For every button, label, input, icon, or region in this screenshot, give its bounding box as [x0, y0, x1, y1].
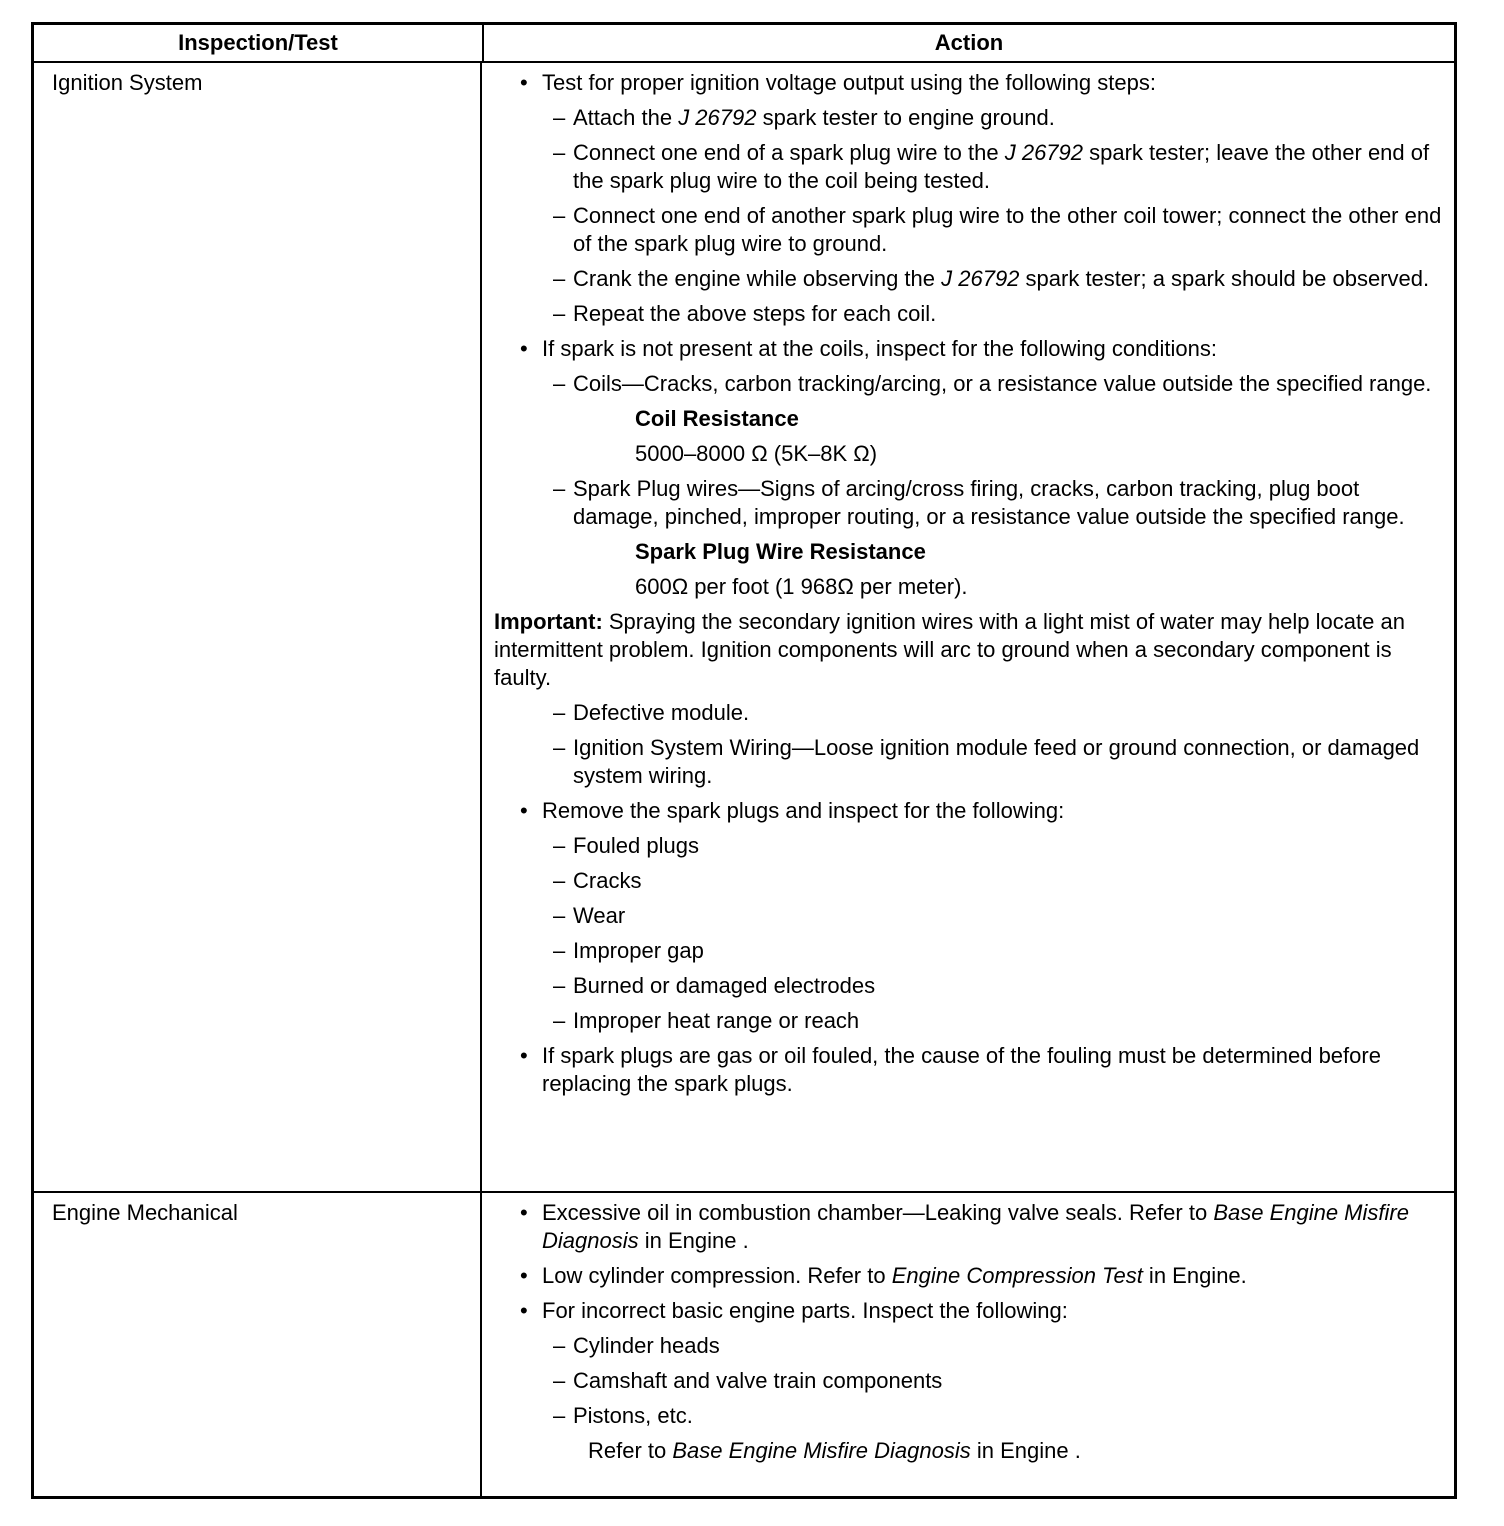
dash-icon: –: [553, 973, 566, 998]
list-item: – Camshaft and valve train components: [553, 1368, 943, 1393]
doc-reference: Base Engine Misfire Diagnosis: [542, 1200, 1409, 1253]
dash-icon: –: [553, 903, 566, 928]
doc-reference: Engine Compression Test: [891, 1263, 1143, 1288]
list-item: – Connect one end of another spark plug wire to the other coil tower; connect the other end of the spark plug wire to ground.: [553, 203, 1442, 256]
spec-title-wire: Spark Plug Wire Resistance: [635, 539, 926, 564]
action-cell-ignition: [482, 63, 1454, 1191]
list-item: – Cylinder heads: [553, 1333, 720, 1358]
bullet-icon: •: [520, 70, 528, 95]
tool-reference: J 26792: [678, 105, 757, 130]
tool-reference: J 26792: [941, 266, 1020, 291]
spec-value-wire: 600Ω per foot (1 968Ω per meter).: [635, 574, 968, 599]
list-item: • If spark plugs are gas or oil fouled, the cause of the fouling must be determined before replacing the spark plugs.: [520, 1043, 1381, 1096]
action-cell-engine: [482, 1193, 1454, 1496]
dash-icon: –: [553, 203, 566, 228]
bullet-icon: •: [520, 798, 528, 823]
dash-icon: –: [553, 266, 566, 291]
tool-reference: J 26792: [1004, 140, 1084, 165]
doc-reference: Base Engine Misfire Diagnosis: [672, 1438, 971, 1463]
dash-icon: –: [553, 1368, 566, 1393]
dash-icon: –: [553, 140, 566, 165]
important-note: Important: Spraying the secondary ignition wires with a light mist of water may help locate an intermittent problem. Ignition components will arc to ground when a secondary component is faulty.: [494, 609, 1405, 690]
dash-icon: –: [553, 700, 566, 725]
column-header-inspection: Inspection/Test: [34, 25, 484, 61]
dash-icon: –: [553, 938, 566, 963]
dash-icon: –: [553, 1333, 566, 1358]
dash-icon: –: [553, 735, 566, 760]
list-item: – Coils—Cracks, carbon tracking/arcing, or a resistance value outside the specified range.: [553, 371, 1432, 396]
column-header-action: Action: [934, 30, 1004, 55]
row-label-engine: Engine Mechanical: [34, 1193, 482, 1496]
dash-icon: –: [553, 868, 566, 893]
list-item: • For incorrect basic engine parts. Inspect the following:: [520, 1298, 1068, 1323]
list-item: – Defective module.: [553, 700, 750, 725]
list-item: • Remove the spark plugs and inspect for the following:: [520, 798, 1065, 823]
dash-icon: –: [553, 371, 566, 396]
bullet-icon: •: [520, 336, 528, 361]
list-item: – Cracks: [553, 868, 642, 893]
list-item: – Attach the J 26792 spark tester to engine ground.: [553, 105, 1055, 130]
list-item: – Improper gap: [553, 938, 704, 963]
list-item: – Improper heat range or reach: [553, 1008, 860, 1033]
bullet-icon: •: [520, 1298, 528, 1323]
bullet-icon: •: [520, 1200, 528, 1225]
table-header: [34, 25, 1454, 63]
list-item: – Spark Plug wires—Signs of arcing/cross firing, cracks, carbon tracking, plug boot damage, pinched, improper routing, or a resistance value outside the specified range.: [553, 476, 1405, 529]
dash-icon: –: [553, 476, 566, 501]
dash-icon: –: [553, 833, 566, 858]
dash-icon: –: [553, 1403, 566, 1428]
list-item: – Ignition System Wiring—Loose ignition module feed or ground connection, or damaged system wiring.: [553, 735, 1420, 788]
list-item: – Crank the engine while observing the J 26792 spark tester; a spark should be observed.: [553, 266, 1430, 291]
dash-icon: –: [553, 301, 566, 326]
important-label: Important:: [494, 609, 603, 634]
bullet-icon: •: [520, 1263, 528, 1288]
list-item: – Fouled plugs: [553, 833, 699, 858]
dash-icon: –: [553, 1008, 566, 1033]
refer-note: Refer to Base Engine Misfire Diagnosis in Engine .: [588, 1438, 1081, 1463]
list-item: – Pistons, etc.: [553, 1403, 693, 1428]
dash-icon: –: [553, 105, 566, 130]
bullet-icon: •: [520, 1043, 528, 1068]
list-item: • Low cylinder compression. Refer to Engine Compression Test in Engine.: [520, 1263, 1247, 1288]
list-item: • If spark is not present at the coils, inspect for the following conditions:: [520, 336, 1218, 361]
table-row-engine: [34, 1193, 1454, 1496]
list-item: – Wear: [553, 903, 626, 928]
spec-title-coil: Coil Resistance: [635, 406, 799, 431]
table-row-ignition: [34, 63, 1454, 1193]
list-item: – Repeat the above steps for each coil.: [553, 301, 937, 326]
list-item: – Burned or damaged electrodes: [553, 973, 876, 998]
diagnosis-table: [31, 22, 1457, 1499]
list-item: – Connect one end of a spark plug wire to the J 26792 spark tester; leave the other end of the spark plug wire to the coil being tested.: [553, 140, 1430, 193]
list-item: • Test for proper ignition voltage output using the following steps:: [520, 70, 1156, 95]
row-label-ignition: Ignition System: [34, 63, 482, 1191]
list-item: • Excessive oil in combustion chamber—Leaking valve seals. Refer to Base Engine Misfire Diagnosis in Engine .: [520, 1200, 1409, 1253]
spec-value-coil: 5000–8000 Ω (5K–8K Ω): [635, 441, 878, 466]
